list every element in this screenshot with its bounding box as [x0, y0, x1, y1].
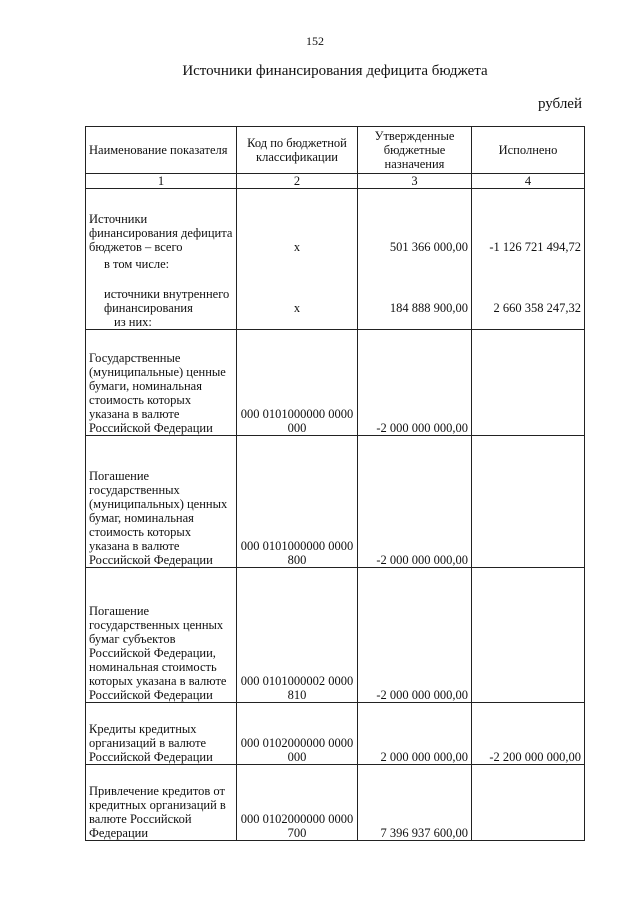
- table-row: [86, 315, 585, 330]
- row-code: [237, 315, 358, 330]
- table-row: [86, 254, 585, 271]
- header-budget-code: Код по бюджетной классификации: [237, 127, 358, 174]
- table-header-row: [86, 127, 585, 174]
- page-number: 152: [306, 34, 324, 48]
- header-indicator-name: Наименование показателя: [86, 127, 237, 174]
- column-number: 1: [86, 174, 237, 189]
- row-approved: -2 000 000 000,00: [358, 330, 472, 436]
- row-name: Кредиты кредитных организаций в валюте Российской Федерации: [86, 703, 237, 765]
- row-executed: -2 200 000 000,00: [472, 703, 585, 765]
- column-number-row: [86, 174, 585, 189]
- row-executed: -1 126 721 494,72: [472, 189, 585, 254]
- row-approved: [358, 254, 472, 271]
- units-label: рублей: [537, 96, 582, 112]
- row-approved: [358, 315, 472, 330]
- row-code: 000 0101000002 0000 810: [237, 568, 358, 703]
- column-number: 2: [237, 174, 358, 189]
- row-code: 000 0101000000 0000 000: [237, 330, 358, 436]
- row-name: Погашение государственных ценных бумаг субъектов Российской Федерации, номинальная стоимость которых указана в валюте Российской Федерации: [86, 568, 237, 703]
- row-approved: 501 366 000,00: [358, 189, 472, 254]
- row-approved: 2 000 000 000,00: [358, 703, 472, 765]
- row-name: Погашение государственных (муниципальных) ценных бумаг, номинальная стоимость которых указана в валюте Российской Федерации: [86, 436, 237, 568]
- row-executed: [472, 765, 585, 841]
- table-row: [86, 703, 585, 765]
- row-code: 000 0102000000 0000 700: [237, 765, 358, 841]
- table-row: [86, 568, 585, 703]
- row-executed: 2 660 358 247,32: [472, 271, 585, 315]
- row-code: x: [237, 271, 358, 315]
- row-approved: -2 000 000 000,00: [358, 568, 472, 703]
- row-code: x: [237, 189, 358, 254]
- row-name: Привлечение кредитов от кредитных организаций в валюте Российской Федерации: [86, 765, 237, 841]
- row-code: [237, 254, 358, 271]
- column-number: 4: [472, 174, 585, 189]
- table-row: [86, 189, 585, 254]
- table-row: [86, 436, 585, 568]
- row-approved: 184 888 900,00: [358, 271, 472, 315]
- header-executed: Исполнено: [472, 127, 585, 174]
- row-approved: -2 000 000 000,00: [358, 436, 472, 568]
- row-executed: [472, 254, 585, 271]
- row-code: 000 0102000000 0000 000: [237, 703, 358, 765]
- row-name: Государственные (муниципальные) ценные бумаги, номинальная стоимость которых указана в валюте Российской Федерации: [86, 330, 237, 436]
- row-name: источники внутреннего финансирования: [86, 271, 237, 315]
- financing-sources-table: [85, 126, 585, 841]
- header-approved: Утвержденные бюджетные назначения: [358, 127, 472, 174]
- table-row: [86, 330, 585, 436]
- row-name: в том числе:: [86, 254, 237, 271]
- row-executed: [472, 315, 585, 330]
- table-row: [86, 765, 585, 841]
- row-name: Источники финансирования дефицита бюджетов – всего: [86, 189, 237, 254]
- page-title: Источники финансирования дефицита бюджета: [182, 63, 488, 79]
- table-row: [86, 271, 585, 315]
- row-executed: [472, 436, 585, 568]
- row-name: из них:: [86, 315, 237, 330]
- row-code: 000 0101000000 0000 800: [237, 436, 358, 568]
- row-executed: [472, 568, 585, 703]
- row-approved: 7 396 937 600,00: [358, 765, 472, 841]
- column-number: 3: [358, 174, 472, 189]
- row-executed: [472, 330, 585, 436]
